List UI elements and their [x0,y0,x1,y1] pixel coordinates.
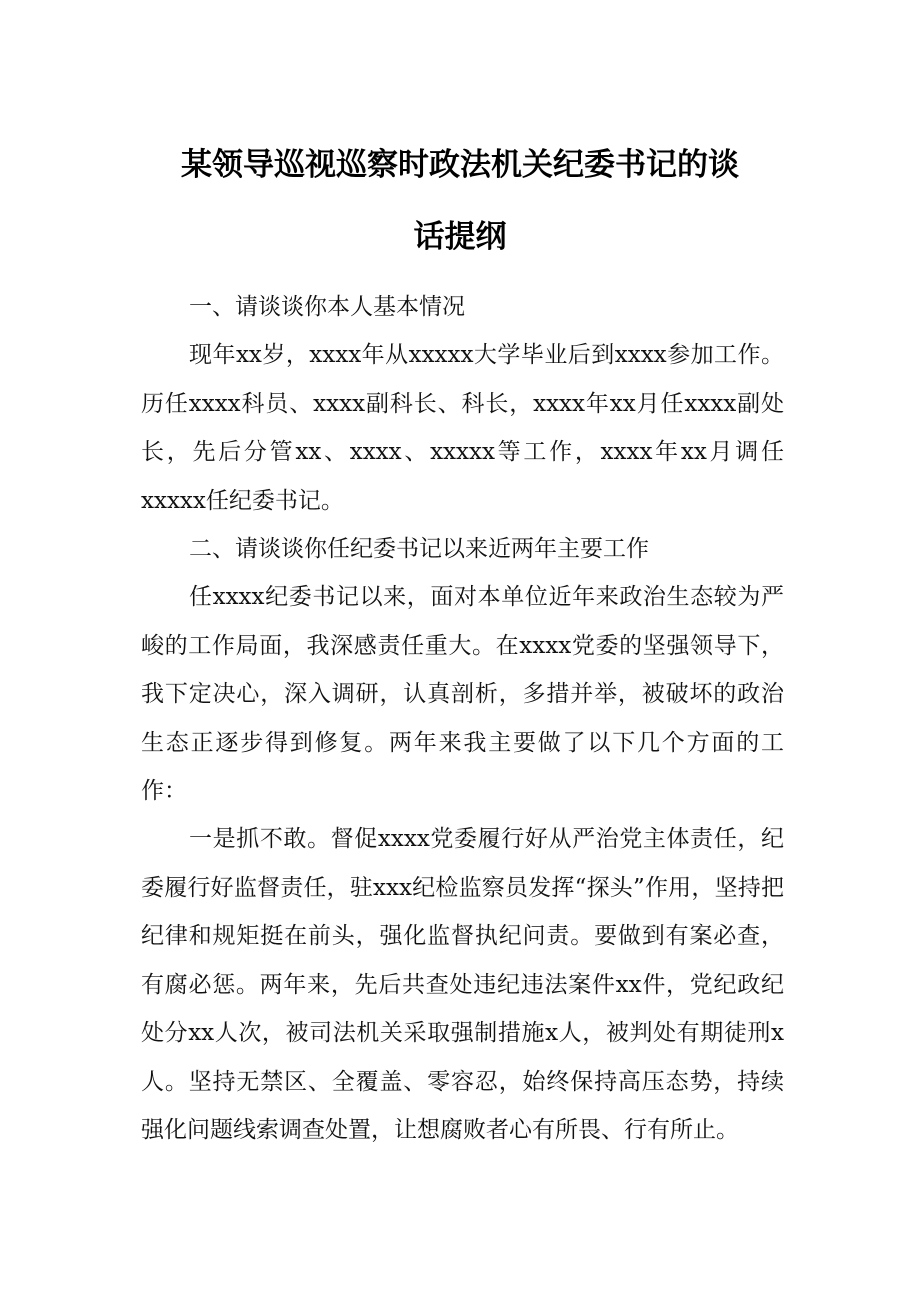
section-heading-basic-info: 一、请谈谈你本人基本情况 [189,294,465,320]
paragraph-basic-info: 现年xx岁，xxxx年从xxxxx大学毕业后到xxxx参加工作。历任xxxx科员、xxxx副科长、科长，xxxx年xx月任xxxx副处长，先后分管xx、xxxx、xxxxx等工作，xxxx年xx月调任xxxxx任纪委书记。 [141,342,784,514]
paragraph-main-work-intro: 任xxxx纪委书记以来，面对本单位近年来政治生态较为严峻的工作局面，我深感责任重大。在xxxx党委的坚强领导下，我下定决心，深入调研，认真剖析，多措并举，被破坏的政治生态正逐步得到修复。两年来我主要做了以下几个方面的工作： [141,584,784,804]
document-title-line-1: 某领导巡视巡察时政法机关纪委书记的谈 [181,147,739,183]
section-heading-main-work: 二、请谈谈你任纪委书记以来近两年主要工作 [189,536,649,562]
document-title-line-2: 话提纲 [413,219,507,255]
paragraph-work-item-1: 一是抓不敢。督促xxxx党委履行好从严治党主体责任，纪委履行好监督责任，驻xxx纪检监察员发挥“探头”作用，坚持把纪律和规矩挺在前头，强化监督执纪问责。要做到有案必查，有腐必惩。两年来，先后共查处违纪违法案件xx件，党纪政纪处分xx人次，被司法机关采取强制措施x人，被判处有期徒刑x人。坚持无禁区、全覆盖、零容忍，始终保持高压态势，持续强化问题线索调查处置，让想腐败者心有所畏、行有所止。 [141,826,784,1143]
